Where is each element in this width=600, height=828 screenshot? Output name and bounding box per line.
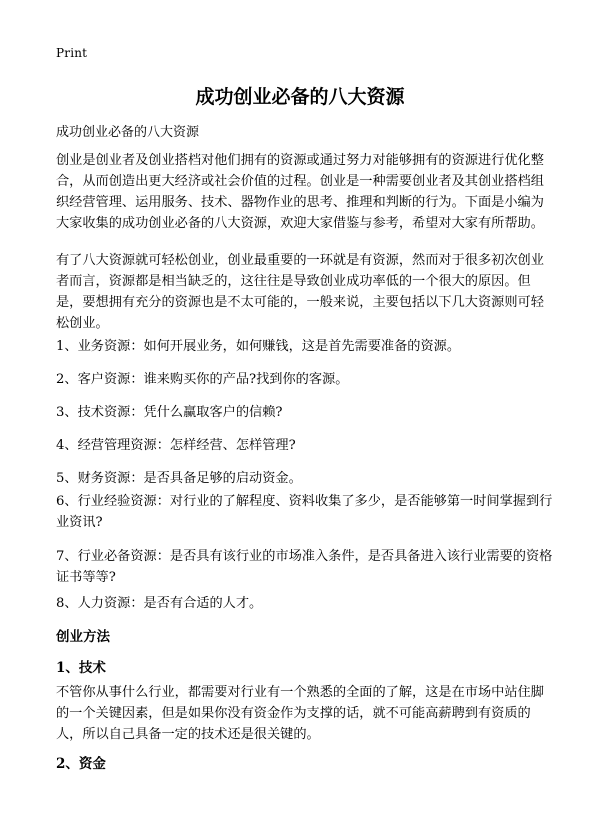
method-1-paragraph: 不管你从事什么行业，都需要对行业有一个熟悉的全面的了解，这是在市场中站住脚的一个关键因素，但是如果你没有资金作为支撑的话，就不可能高薪聘到有资质的人，所以自己具备一定的技术还是很关键的。 [56,685,544,742]
resource-item-6: 6、行业经验资源：对行业的了解程度、资料收集了多少，是否能够第一时间掌握到行业资讯? [56,494,553,530]
resource-item-3: 3、技术资源：凭什么赢取客户的信赖? [56,405,283,420]
method-2-heading: 2、资金 [56,756,106,772]
article-subtitle: 成功创业必备的八大资源 [56,125,200,140]
resource-item-1: 1、业务资源：如何开展业务，如何赚钱，这是首先需要准备的资源。 [56,339,461,354]
resource-item-2: 2、客户资源：谁来购买你的产品?找到你的客源。 [56,372,349,387]
resource-item-8: 8、人力资源：是否有合适的人才。 [56,596,263,611]
resource-item-4: 4、经营管理资源：怎样经营、怎样管理? [56,438,296,453]
resource-item-7: 7、行业必备资源：是否具有该行业的市场准入条件，是否具备进入该行业需要的资格证书等等? [56,549,553,585]
print-link[interactable]: Print [56,46,88,60]
resource-item-5: 5、财务资源：是否具备足够的启动资金。 [56,471,302,486]
intro-paragraph-2: 有了八大资源就可轻松创业，创业最重要的一环就是有资源，然而对于很多初次创业者而言，资源都是相当缺乏的，这往往是导致创业成功率低的一个很大的原因。但是，要想拥有充分的资源也是不太可能的，一般来说，主要包括以下几大资源则可轻松创业。 [56,253,544,331]
page-title: 成功创业必备的八大资源 [195,86,405,108]
intro-paragraph-1: 创业是创业者及创业搭档对他们拥有的资源或通过努力对能够拥有的资源进行优化整合，从而创造出更大经济或社会价值的过程。创业是一种需要创业者及其创业搭档组织经营管理、运用服务、技术、器物作业的思考、推理和判断的行为。下面是小编为大家收集的成功创业必备的八大资源，欢迎大家借鉴与参考，希望对大家有所帮助。 [56,153,544,231]
method-1-heading: 1、技术 [56,660,106,676]
methods-heading: 创业方法 [56,629,110,645]
